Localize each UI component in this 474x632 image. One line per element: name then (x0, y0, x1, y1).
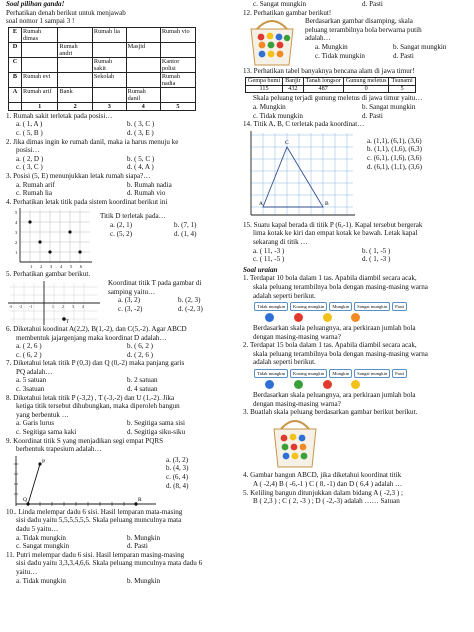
option[interactable]: a. Mungkin (315, 42, 348, 51)
question-14: 14. Titik A, B, C terletak pada koordinat… (243, 120, 365, 129)
option[interactable]: a. (1,1), (6,1), (3,6) (367, 136, 422, 145)
ball-bag-image (243, 17, 301, 67)
left-column (6, 0, 238, 585)
option[interactable]: d. Rumah vio (127, 189, 166, 198)
option[interactable]: a. (3, 2) (166, 455, 189, 464)
option[interactable]: a. 5 satuan (16, 376, 47, 385)
triangle-grid-q14 (243, 129, 361, 221)
question-15-cont: sekarang di titik … (253, 237, 308, 246)
coordinate-grid-q4 (6, 206, 96, 270)
table-header: Tanah longsor (303, 77, 343, 85)
question-15: 15. Suatu kapal berada di titik P (6,-1). Kapal tersebut bergerak (243, 220, 423, 229)
option[interactable]: c. ( 3, C ) (16, 163, 43, 172)
essay-3: 3. Buatlah skala peluang berdasarkan gambar berikut berikut. (243, 408, 418, 417)
question-9-cont: berbentuk trapesium adalah… (16, 445, 102, 454)
option[interactable]: d. 4 satuan (127, 385, 158, 394)
question-3: 3. Posisi (5, E) menunjukkan letak rumah siapa?… (6, 171, 151, 180)
question-5: 5. Perhatikan gambar berikut. (6, 270, 91, 279)
essay-2-question: dengan masing-masing warna? (253, 399, 341, 408)
question-13: 13. Perhatikan tabel banyaknya bencana alam di jawa timur! (243, 67, 415, 76)
question-10: 10.. Linda melempar dadu 6 sisi. Hasil lemparan mata-masing (6, 507, 183, 516)
scale-chip: Sangat mungkin (354, 302, 390, 311)
ball-bag-image-2 (265, 417, 325, 469)
question-12: 12. Perhatikan gambar berikut! (243, 8, 332, 17)
essay-1-question: Berdasarkan skala peluangnya, ara perkiraan jumlah bola (253, 324, 416, 333)
option[interactable]: c. Sangat mungkin (16, 542, 69, 551)
option[interactable]: b. ( 3, C ) (127, 120, 155, 129)
map-cell (22, 42, 58, 57)
question-2-cont: posisi… (16, 146, 40, 155)
option[interactable]: c. ( 5, B ) (16, 128, 43, 137)
question-11-cont: yaitu… (16, 567, 38, 576)
option[interactable]: b. Rumah nadia (127, 180, 172, 189)
question-9: 9. Koordinat titik S yang menjadikan segi empat PQRS (6, 436, 164, 445)
map-row-label: B (9, 72, 22, 87)
map-cell: Rumah vio (160, 27, 195, 42)
option[interactable]: d. Pasti (127, 542, 148, 551)
svg-text:-1: -1 (29, 304, 33, 309)
essay-1-question: dengan masing-masing warna? (253, 332, 341, 341)
scale-chip: Tidak mungkin (254, 369, 288, 378)
option[interactable]: a. Garis lurus (16, 419, 55, 428)
map-cell (126, 57, 160, 72)
svg-text:1: 1 (15, 250, 18, 256)
map-cell (58, 72, 93, 87)
option[interactable]: b. Segitiga sama sisi (127, 419, 185, 428)
question-8: 8. Diketahui letak titik P (-3,2) , T (-3,-2) dan U (1,-2). Jika (6, 393, 175, 402)
svg-text:-2: -2 (19, 304, 23, 309)
map-col-label: 2 (58, 102, 93, 110)
option[interactable]: b. Mungkin (127, 533, 161, 542)
option[interactable]: a. Rumah arif (16, 180, 55, 189)
question-12-side: adalah… (305, 34, 331, 43)
ball-icon (265, 313, 274, 322)
option[interactable]: c. Rumah lia (16, 189, 53, 198)
essay-4: 4. Gambar bangun ABCD, jika diketahui koordinat titik (243, 471, 402, 480)
map-cell: Rumah arif (22, 87, 58, 102)
point-P-label: P (42, 458, 46, 465)
map-cell (58, 27, 93, 42)
essay-1-cont: skala peluang terambilnya bola dengan masing-masing warna (253, 282, 428, 291)
option[interactable]: b. Sangat mungkin (362, 102, 416, 111)
house-map-table (8, 27, 196, 111)
option[interactable]: c. Tidak mungkin (315, 51, 365, 60)
option[interactable]: a. ( 2, 6 ) (16, 342, 42, 351)
option[interactable]: b. (7, 1) (174, 220, 197, 229)
option[interactable]: a. ( 2, D ) (16, 154, 44, 163)
right-column (243, 0, 471, 506)
scale-chip: Pasti (392, 369, 407, 378)
ball-icon (351, 380, 360, 389)
table-cell: 5 (389, 85, 415, 93)
option[interactable]: d. ( 2, 6 ) (127, 350, 154, 359)
svg-text:4: 4 (82, 304, 84, 309)
option[interactable]: b. ( 1, -5 ) (362, 246, 391, 255)
svg-text:3: 3 (50, 264, 53, 270)
map-col-label: 1 (22, 102, 58, 110)
question-6-cont: membentuk jajargenjang maka koordinat D adalah… (16, 333, 167, 342)
scale-chip: Tidak mungkin (254, 302, 288, 311)
map-cell: Rumah andri (58, 42, 93, 57)
essay-1-cont: adalah seperti berikut. (253, 291, 316, 300)
svg-text:3: 3 (72, 304, 74, 309)
option[interactable]: c. ( 6, 2 ) (16, 350, 42, 359)
option[interactable]: c. Tidak mungkin (253, 111, 303, 120)
option[interactable]: b. Mungkin (127, 576, 161, 585)
question-11: 11. Putri melempar dadu 6 sisi. Hasil lemparan masing-masing (6, 550, 185, 559)
map-cell (126, 72, 160, 87)
map-row-label: A (9, 87, 22, 102)
option[interactable]: b. ( 6, 2 ) (127, 342, 154, 351)
option[interactable]: d. (-2, 3) (178, 304, 203, 313)
essay-2-cont: skala peluang terambilnya bola dengan masing-masing warna (253, 349, 428, 358)
map-cell (92, 87, 126, 102)
point-R-label: R (138, 496, 142, 503)
option[interactable]: b. (4, 3) (166, 464, 189, 473)
map-col-label: 5 (160, 102, 195, 110)
option[interactable]: d. Pasti (362, 0, 383, 8)
map-cell: Rumah sakit (92, 57, 126, 72)
coordinate-plane-q5 (6, 279, 106, 325)
question-6: 6. Diketahui koodinat A(2,2), B(1,-2), dan C(5,-2). Agar ABCD (6, 324, 187, 333)
ball-icon (351, 313, 360, 322)
question-5-side-1: Koordinat titik T pada gambar di (108, 278, 202, 287)
question-8-cont: yang berbentuk … (16, 410, 69, 419)
question-1: 1. Rumah sakit terletak pada posisi… (6, 111, 113, 120)
disaster-table (245, 77, 416, 94)
map-col-label: 4 (126, 102, 160, 110)
map-corner (9, 102, 22, 110)
scale-chip: Mungkin (329, 302, 352, 311)
option[interactable]: d. (6,1), (1,1), (3,6) (367, 162, 422, 171)
option[interactable]: b. (2, 3) (178, 296, 201, 305)
question-4: 4. Perhatikan letak titik pada sistem koordinat berikut ini (6, 197, 168, 206)
map-cell: Rumah nadia (160, 72, 195, 87)
svg-text:2: 2 (62, 304, 64, 309)
svg-text:4: 4 (60, 264, 63, 270)
map-col-label: 3 (92, 102, 126, 110)
point-Q-label: Q (23, 496, 27, 503)
question-7-cont: PQ adalah… (16, 367, 53, 376)
essay-1: 1. Terdapat 10 bola dalam 1 tas. Apabila diambil secara acak, (243, 274, 417, 283)
question-2: 2. Jika dimas ingin ke rumah danil, maka ia harus menuju ke (6, 137, 179, 146)
svg-text:2: 2 (40, 264, 43, 270)
option[interactable]: d. Pasti (393, 51, 414, 60)
probability-scale-1 (243, 302, 471, 311)
svg-text:3: 3 (15, 230, 18, 236)
svg-text:1: 1 (30, 264, 33, 270)
scale-chip: Kurang mungkin (290, 302, 327, 311)
map-cell (160, 87, 195, 102)
table-header: Tsunami (389, 77, 415, 85)
question-12-side: peluang terambilnya bola berwarna putih (305, 25, 422, 34)
option[interactable]: d. (8, 4) (166, 481, 189, 490)
map-row-label: E (9, 27, 22, 42)
map-cell: Rumah danil (126, 87, 160, 102)
section-heading: Soal pilihan ganda! (6, 0, 65, 8)
ball-row-2 (243, 380, 471, 391)
question-8-cont: ketiga titik tersebut dihubungkan, maka diperoleh bangun (16, 402, 180, 411)
question-7: 7. Diketahui letak titik P (0,3) dan Q (0,-2) maka panjang garis (6, 359, 185, 368)
question-12-side: Berdasarkan gambar disamping, skala (305, 17, 413, 26)
option[interactable]: b. ( 5, C ) (127, 154, 155, 163)
option[interactable]: d. (1, 4) (174, 229, 197, 238)
svg-text:4: 4 (15, 220, 18, 226)
option[interactable]: d. ( 4, A ) (127, 163, 154, 172)
map-cell (22, 57, 58, 72)
scale-chip: Pasti (392, 302, 407, 311)
option[interactable]: c. (6,1), (1,6), (3,6) (367, 153, 422, 162)
table-cell: 115 (246, 85, 283, 93)
essay-5: 5. Keliling bangun ditunjukkan dalam bidang A ( -2,3 ) ; (243, 488, 403, 497)
question-13-text: Skala peluang terjadi gunung meletus di jawa timur yaitu… (253, 94, 423, 103)
essay-2-cont: adalah seperti berikut. (253, 358, 316, 367)
table-header: Gempa bumi (246, 77, 283, 85)
option[interactable]: c. (3, -2) (118, 304, 143, 313)
svg-text:5: 5 (15, 210, 18, 216)
trapezium-figure-q9 (6, 454, 166, 508)
option[interactable]: d. ( 1, -3 ) (362, 255, 391, 264)
probability-scale-2 (243, 369, 471, 378)
essay-2: 2. Terdapat 15 bola dalam 1 tas. Apabila diambil secara acak, (243, 341, 417, 350)
svg-text:6: 6 (80, 264, 83, 270)
essay-5-cont: B ( 2,3 ) ; C ( 2, -3 ) ; D ( -2,-3) adalah …… Satuan (253, 497, 400, 506)
option[interactable]: c. Segitiga sama kaki (16, 428, 77, 437)
option[interactable]: d. ( 3, E ) (127, 128, 154, 137)
svg-text:2: 2 (15, 240, 18, 246)
essay-2-question: Berdasarkan skala peluangnya, ara perkiraan jumlah bola (253, 391, 416, 400)
svg-text:-3: -3 (9, 304, 13, 309)
point-A-label: A (259, 200, 263, 207)
option[interactable]: a. Tidak mungkin (16, 576, 66, 585)
question-4-side: Titik D terletak pada… (100, 212, 166, 221)
svg-text:5: 5 (70, 264, 73, 270)
question-5-side-2: samping yaitu… (108, 287, 156, 296)
ball-row-1 (243, 313, 471, 324)
ball-icon (294, 380, 303, 389)
option[interactable]: c. 3satuan (16, 385, 45, 394)
option[interactable]: a. Tidak mungkin (16, 533, 66, 542)
ball-icon (323, 380, 332, 389)
ball-icon (265, 380, 274, 389)
question-10-cont: dadu 5 yaitu… (16, 525, 59, 533)
table-cell: 0 (343, 85, 389, 93)
intro-line-1: Perhatikan denah berikut untuk menjawab (6, 8, 126, 17)
table-header: Gunung meletus (343, 77, 389, 85)
ball-icon (323, 313, 332, 322)
map-cell: Rumah dimas (22, 27, 58, 42)
option[interactable]: a. ( 11, -3 ) (253, 246, 285, 255)
map-cell: Bank (58, 87, 93, 102)
map-cell: Masjid (126, 42, 160, 57)
question-10-cont: sisi dadu yaitu 5,5,5,5,5,5. Skala peluang munculnya mata (16, 516, 182, 525)
question-15-cont: lima kotak ke kiri dan empat kotak ke bawah. Letak kapal (253, 229, 418, 238)
map-cell: Rumah evi (22, 72, 58, 87)
option[interactable]: c. Sangat mungkin (253, 0, 306, 8)
option[interactable]: a. ( 1, A ) (16, 120, 43, 129)
essay-4-cont: A ( -2,4) B ( -6,-1 ) C ( 8, -1) dan D ( 6,4 ) adalah … (253, 480, 403, 489)
table-header: Banjir (283, 77, 303, 85)
scale-chip: Sangat mungkin (354, 369, 390, 378)
svg-text:1: 1 (52, 304, 54, 309)
point-B-label: B (325, 200, 329, 207)
map-cell (160, 42, 195, 57)
option[interactable]: b. Sangat mungkin (393, 42, 447, 51)
option[interactable]: c. (5, 2) (110, 229, 133, 238)
map-row-label: C (9, 57, 22, 72)
map-row-label: D (9, 42, 22, 57)
option[interactable]: d. Segitiga siku-siku (127, 428, 186, 437)
essay-heading: Soal uraian (243, 265, 278, 274)
table-cell: 487 (303, 85, 343, 93)
map-cell (58, 57, 93, 72)
point-T-label: T (66, 319, 70, 325)
scale-chip: Mungkin (329, 369, 352, 378)
option[interactable]: a. (3, 2) (118, 296, 141, 305)
point-C-label: C (285, 139, 289, 146)
option[interactable]: b. (1,1), (1,6), (6,3) (367, 145, 422, 154)
map-cell: Rumah lia (92, 27, 126, 42)
option[interactable]: c. ( 11, -5 ) (253, 255, 285, 264)
table-cell: 432 (283, 85, 303, 93)
intro-line-2: soal nomor 1 sampai 3 ! (6, 17, 75, 26)
map-cell (126, 27, 160, 42)
map-cell: Sekolah (92, 72, 126, 87)
option[interactable]: c. (6, 4) (166, 473, 189, 481)
option[interactable]: b. 2 satuan (127, 376, 158, 385)
map-cell: Kantor polisi (160, 57, 195, 72)
question-11-cont: sisi dadu yaitu 3,3,3,4,6,6. Skala peluang munculnya mata dadu 6 (16, 559, 203, 568)
map-cell (92, 42, 126, 57)
option[interactable]: a. (2, 1) (110, 220, 133, 229)
scale-chip: Kurang mungkin (290, 369, 327, 378)
option[interactable]: d. Pasti (362, 111, 383, 120)
option[interactable]: a. Mungkin (253, 102, 286, 111)
ball-icon (294, 313, 303, 322)
